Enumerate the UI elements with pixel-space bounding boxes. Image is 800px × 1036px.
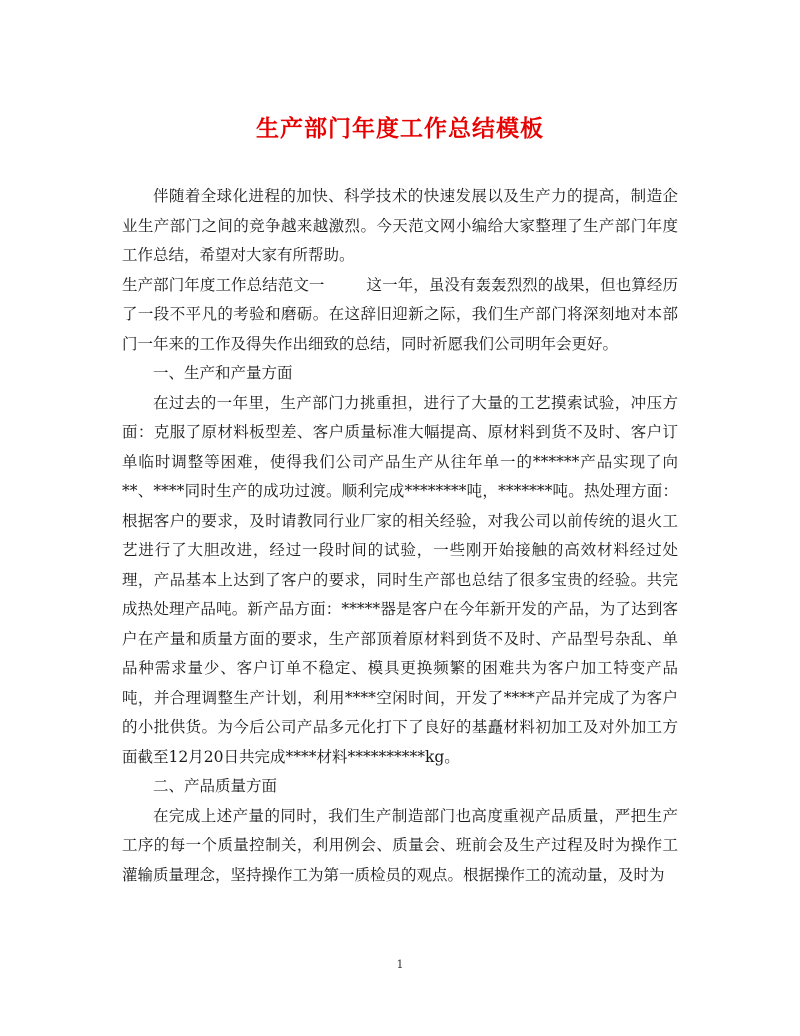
page-number: 1	[396, 958, 404, 971]
section2-heading: 二、产品质量方面	[153, 777, 278, 795]
section2-body: 在完成上述产量的同时，我们生产制造部门也高度重视产品质量，严把生产工序的每一个质量控制关，利用例会、质量会、班前会及生产过程及时为操作工灌输质量理念，坚持操作工为第一质检员的观点。根据操作工的流动量，及时为	[122, 806, 678, 884]
section1-body: 在过去的一年里，生产部门力挑重担，进行了大量的工艺摸索试验，冲压方面：克服了原材料板型差、客户质量标准大幅提高、原材料到货不及时、客户订单临时调整等困难，使得我们公司产品生产从往年单一的******产品实现了向**、****同时生产的成功过渡。顺利完成********吨，*******吨。热处理方面：根据客户的要求，及时请教同行业厂家的相关经验，对我公司以前传统的退火工艺进行了大胆改进，经过一段时间的试验，一些刚开始接触的高效材料经过处理，产品基本上达到了客户的要求，同时生产部也总结了很多宝贵的经验。共完成热处理产品吨。新产品方面：*****器是客户在今年新开发的产品，为了达到客户在产量和质量方面的要求，生产部顶着原材料到货不及时、产品型号杂乱、单品种需求量少、客户订单不稳定、模具更换频繁的困难共为客户加工特变产品吨，并合理调整生产计划，利用****空闲时间，开发了****产品并完成了为客户的小批供货。为今后公司产品多元化打下了良好的基矗材料初加工及对外加工方面截至12月20日共完成****材料**********kg。	[122, 393, 678, 766]
section1-heading: 一、生产和产量方面	[153, 364, 293, 382]
document-title: 生产部门年度工作总结模板	[256, 115, 544, 142]
sample-paragraph	[122, 271, 678, 360]
document-body	[122, 182, 678, 890]
sample-intro: 这一年，虽没有轰轰烈烈的战果，但也算经历了一段不平凡的考验和磨砺。在这辞旧迎新之际，我们生产部门将深刻地对本部门一年来的工作及得失作出细致的总结，同时祈愿我们公司明年会更好。	[122, 275, 678, 353]
sample-label: 生产部门年度工作总结范文一	[122, 275, 325, 294]
intro-paragraph: 伴随着全球化进程的加快、科学技术的快速发展以及生产力的提高，制造企业生产部门之间的竞争越来越激烈。今天范文网小编给大家整理了生产部门年度工作总结，希望对大家有所帮助。	[122, 187, 678, 264]
